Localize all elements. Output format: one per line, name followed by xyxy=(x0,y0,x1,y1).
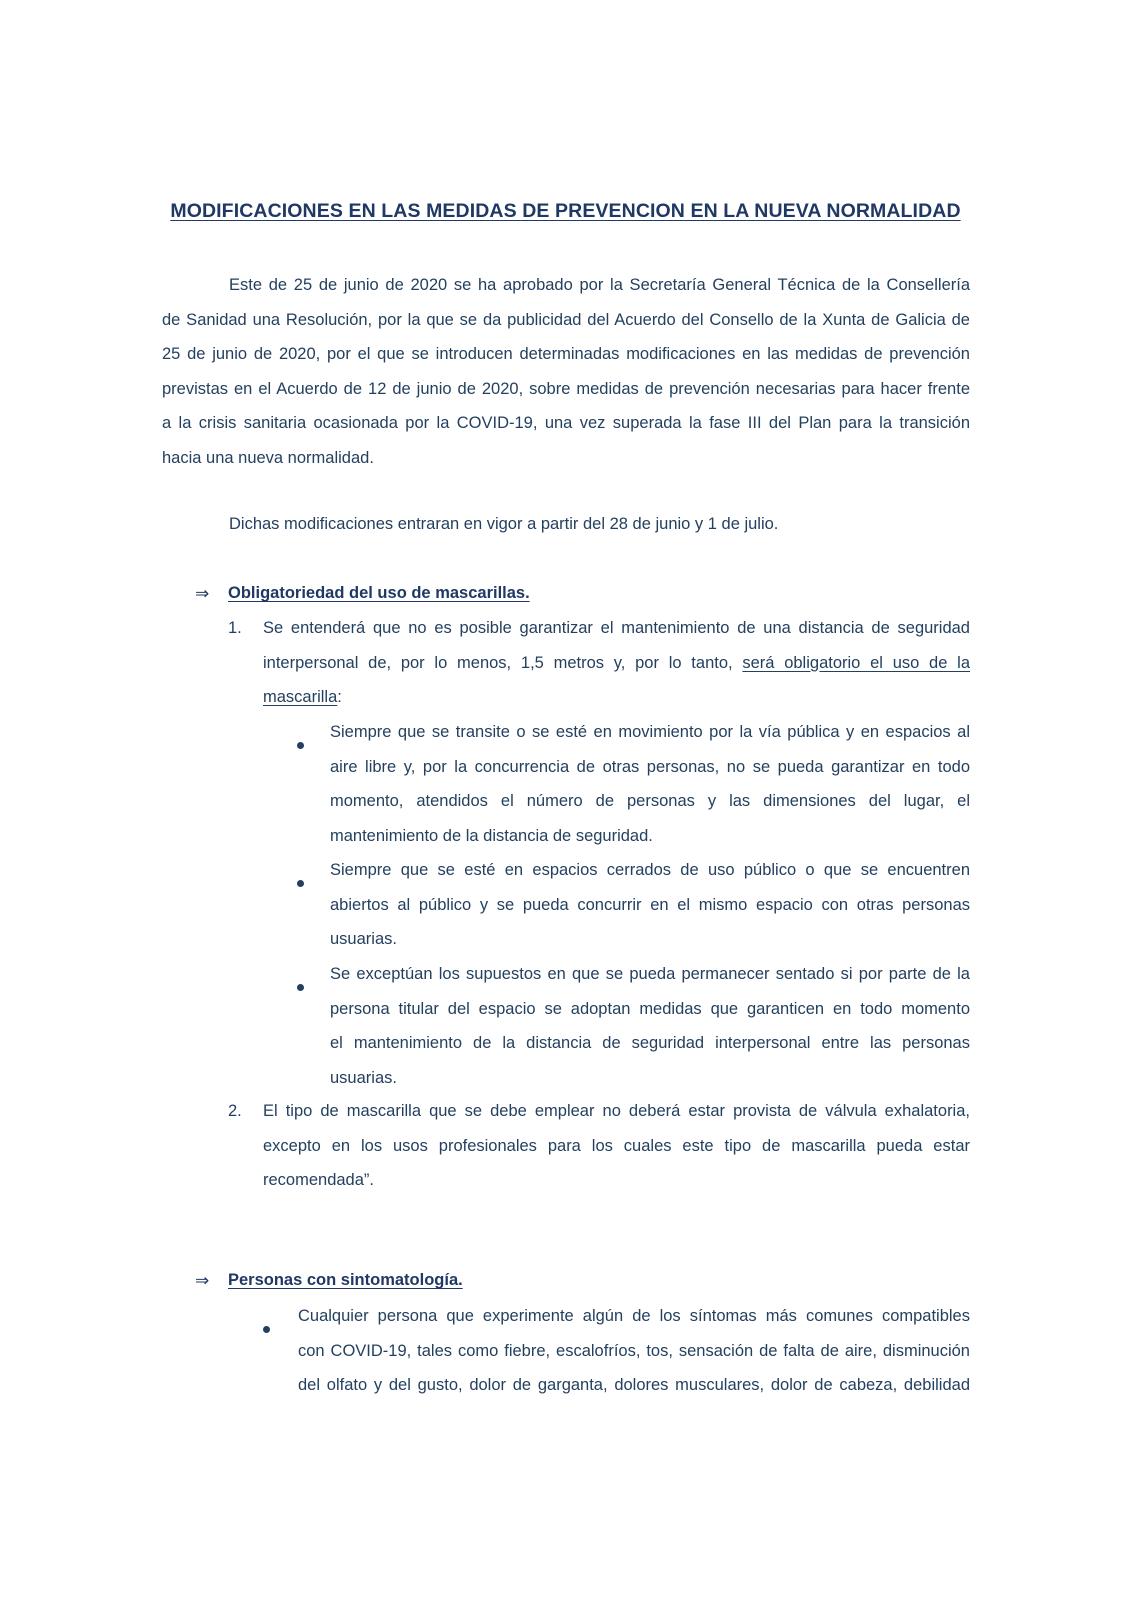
bullet-line: el mantenimiento de la distancia de seguridad interpersonal entre las personas xyxy=(330,1034,970,1052)
section-heading-mascarillas xyxy=(195,584,695,608)
item-line: mascarilla: xyxy=(263,688,342,706)
bullet-line: persona titular del espacio se adoptan medidas que garanticen en todo momento xyxy=(330,999,970,1018)
bullet-icon xyxy=(263,1326,270,1333)
underlined-text: será obligatorio el uso de la xyxy=(742,653,970,672)
document-title: MODIFICACIONES EN LAS MEDIDAS DE PREVENCION EN LA NUEVA NORMALIDAD xyxy=(170,200,961,222)
section-heading-label: Obligatoriedad del uso de mascarillas. xyxy=(228,584,530,602)
bullet-item xyxy=(298,1299,970,1403)
bullet-line: del olfato y del gusto, dolor de garganta, dolores musculares, dolor de cabeza, debilidad xyxy=(298,1376,970,1394)
bullet-line: con COVID-19, tales como fiebre, escalofríos, tos, sensación de falta de aire, disminución xyxy=(298,1341,970,1360)
list-number: 1. xyxy=(228,619,242,637)
intro-line: a la crisis sanitaria ocasionada por la COVID-19, una vez superada la fase III del Plan para la transición xyxy=(162,414,970,432)
bullet-line: Siempre que se esté en espacios cerrados de uso público o que se encuentren xyxy=(330,861,970,879)
bullet-line: Se exceptúan los supuestos en que se pueda permanecer sentado si por parte de la xyxy=(330,965,970,983)
item-line: El tipo de mascarilla que se debe emplear no deberá estar provista de válvula exhalatoria, xyxy=(263,1102,970,1120)
vigor-paragraph: Dichas modificaciones entraran en vigor a partir del 28 de junio y 1 de julio. xyxy=(229,515,779,533)
bullet-icon xyxy=(297,742,304,749)
section-heading-label: Personas con sintomatología. xyxy=(228,1271,463,1289)
bullet-line: momento, atendidos el número de personas y las dimensiones del lugar, el xyxy=(330,792,970,810)
list-item-1 xyxy=(263,611,970,715)
intro-line: hacia una nueva normalidad. xyxy=(162,448,374,467)
item-line: Se entenderá que no es posible garantizar el mantenimiento de una distancia de seguridad xyxy=(263,619,970,637)
section-heading-sintomatologia xyxy=(195,1271,695,1295)
intro-paragraph xyxy=(162,268,970,475)
list-item-2 xyxy=(263,1094,970,1198)
intro-line: 25 de junio de 2020, por el que se introducen determinadas modificaciones en las medidas de prevención xyxy=(162,345,970,363)
list-number: 2. xyxy=(228,1102,242,1120)
intro-line: de Sanidad una Resolución, por la que se da publicidad del Acuerdo del Consello de la Xunta de Galicia de xyxy=(162,310,970,329)
item-line: recomendada”. xyxy=(263,1171,374,1189)
bullet-icon xyxy=(297,984,304,991)
intro-line: previstas en el Acuerdo de 12 de junio de 2020, sobre medidas de prevención necesarias para hacer frente xyxy=(162,379,970,398)
underlined-text: mascarilla xyxy=(263,688,338,706)
bullet-item xyxy=(330,957,970,1095)
bullet-line: Cualquier persona que experimente algún de los síntomas más comunes compatibles xyxy=(298,1307,970,1325)
arrow-right-icon: ⇒ xyxy=(195,1271,210,1290)
bullet-line: Siempre que se transite o se esté en movimiento por la vía pública y en espacios al xyxy=(330,723,970,741)
item-line: excepto en los usos profesionales para los cuales este tipo de mascarilla pueda estar xyxy=(263,1136,970,1155)
bullet-line: abiertos al público y se pueda concurrir en el mismo espacio con otras personas xyxy=(330,895,970,914)
bullet-line: aire libre y, por la concurrencia de otras personas, no se pueda garantizar en todo xyxy=(330,757,970,776)
bullet-item xyxy=(330,715,970,853)
item-line: interpersonal de, por lo menos, 1,5 metros y, por lo tanto, será obligatorio el uso de la xyxy=(263,653,970,672)
arrow-right-icon: ⇒ xyxy=(195,584,210,603)
bullet-line: usuarias. xyxy=(330,930,397,948)
bullet-icon xyxy=(297,880,304,887)
bullet-line: usuarias. xyxy=(330,1068,397,1087)
bullet-item xyxy=(330,853,970,957)
bullet-line: mantenimiento de la distancia de seguridad. xyxy=(330,826,653,845)
intro-line: Este de 25 de junio de 2020 se ha aprobado por la Secretaría General Técnica de la Consellería xyxy=(229,276,970,294)
